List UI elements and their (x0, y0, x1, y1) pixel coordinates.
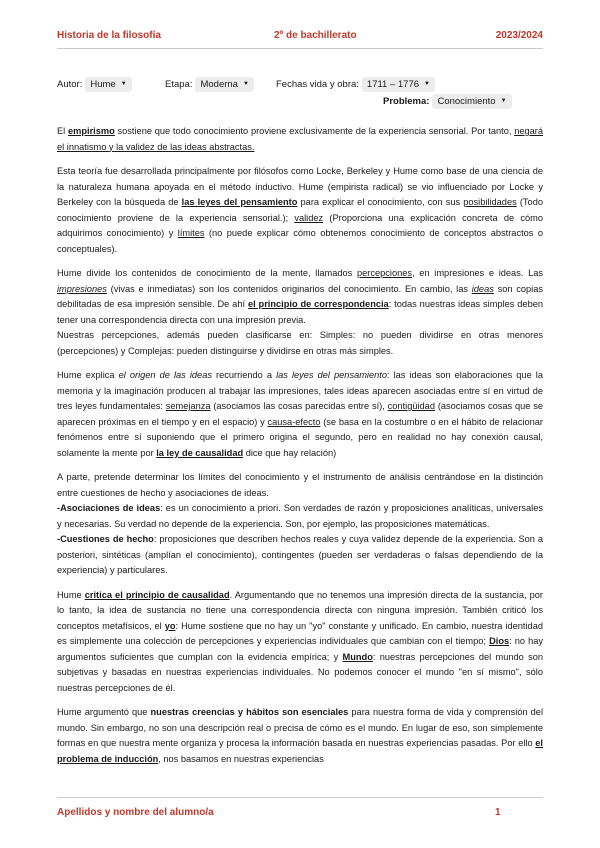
paragraph-origen-ideas: Hume explica el origen de las ideas recurriendo a las leyes del pensamiento: las ideas son elaboraciones que la memoria y la imaginación producen al trabajar las impresiones, tales ideas aparecen asociadas entre sí en virtud de tres leyes fundamentales: semejanza (asociamos las cosas parecidas entre sí), contigüidad (asociamos cosas que se aparecen próximas en el tiempo y en el espacio) y causa-efecto (se basa en la costumbre o en el hábito de relacionar fenómenos entre sí suponiendo que el primero origina el segundo, pero en realidad no hay conexión causal, solamente la mente por la ley de causalidad dice que hay relación) (57, 370, 544, 458)
page-footer (57, 807, 543, 821)
etapa-field (165, 77, 254, 92)
paragraph-creencias: Hume argumentó que nuestras creencias y hábitos son esenciales para nuestra forma de vida y comprensión del mundo. Sin embargo, no son una descripción real o precisa de cómo es el mundo. En lugar de eso, son simplemente formas en que nuestra mente organiza y procesa la información basada en nuestras experiencias pasadas. Por ello el problema de inducción, nos basamos en nuestras experiencias (57, 707, 544, 764)
paragraph-asociaciones: -Asociaciones de ideas: es un conocimiento a priori. Son verdades de razón y proposiciones analíticas, universales y necesarias. Su verdad no depende de la experiencia. Son, por ejemplo, las proposiciones matemáticas. (57, 503, 543, 529)
problema-field (383, 94, 512, 109)
fechas-field (276, 77, 435, 92)
autor-dropdown[interactable] (85, 77, 131, 92)
header-divider (57, 48, 543, 49)
fechas-dropdown[interactable] (362, 77, 435, 92)
paragraph-clasificacion: Nuestras percepciones, además pueden clasificarse en: Simples: no pueden dividirse en otras menores (percepciones) y Complejas: pueden distinguirse y dividirse en otras más simples. (57, 330, 543, 356)
autor-value: Hume (90, 79, 116, 90)
paragraph-cuestiones: -Cuestiones de hecho: proposiciones que describen hechos reales y cuya validez depende de la experiencia. Son a posteriori, sintéticas (amplían el conocimiento), contingentes (pueden ser verdaderas o falsas dependiendo de la experiencia) y particulares. (57, 534, 543, 575)
footer-divider (57, 797, 543, 798)
paragraph-empirismo: El empirismo sostiene que todo conocimiento proviene exclusivamente de la experiencia sensorial. Por tanto, negará el innatismo y la validez de las ideas abstractas. (57, 126, 543, 152)
autor-label: Autor: (57, 79, 83, 90)
fechas-label: Fechas vida y obra: (276, 79, 359, 90)
paragraph-limites: A parte, pretende determinar los límites del conocimiento y el instrumento de análisis centrándose en la distinción entre cuestiones de hecho y asociaciones de ideas. (57, 472, 543, 498)
problema-label: Problema: (383, 96, 430, 107)
chevron-down-icon: ▼ (424, 81, 430, 87)
paragraph-teoria: Esta teoría fue desarrollada principalmente por filósofos como Locke, Berkeley y Hume como base de una ciencia de la naturaleza humana apoyada en el método inductivo. Hume (empirista radical) se vio influenciado por Locke y Berkeley con la búsqueda de las leyes del pensamiento para explicar el conocimiento, con sus posibilidades (Todo conocimiento proviene de la experiencia sensorial.); validez (Proporciona una explicación concreta de cómo adquirimos conocimiento) y límites (no puede explicar cómo obtenemos conocimiento de conceptos abstractos o conceptuales). (57, 166, 543, 254)
chevron-down-icon: ▼ (120, 81, 127, 87)
chevron-down-icon: ▼ (500, 98, 507, 104)
fechas-value: 1711 – 1776 (366, 79, 420, 90)
document-body (57, 124, 543, 767)
paragraph-causalidad: Hume critica el principio de causalidad. Argumentando que no tenemos una impresión directa de la sustancia, por lo tanto, la idea de sustancia no tiene una correspondencia directa con ninguna impresión. También criticó los conceptos metafísicos, el yo: Hume sostiene que no hay un "yo" constante y unificado. En cambio, nuestra identidad es simplemente una colección de percepciones y experiencias individuales que cambian con el tiempo; Dios: no hay argumentos suficientes que cumplan con la evidencia empírica; y Mundo: nuestras percepciones del mundo son subjetivas y basadas en nuestras experiencias individuales. No podemos conocer el mundo "en sí mismo", sólo nuestras percepciones de él. (57, 589, 543, 693)
header-subject: Historia de la filosofía (57, 30, 161, 41)
paragraph-percepciones: Hume divide los contenidos de conocimiento de la mente, llamados percepciones, en impresiones e ideas. Las impresiones (vivas e inmediatas) son los contenidos originarios del conocimiento. En cambio, las ideas son copias debilitadas de esa impresión sensible. De ahí el principio de correspondencia: todas nuestras ideas simples deben tener una correspondencia directa con una impresión previa. (57, 268, 544, 325)
footer-student-name: Apellidos y nombre del alumno/a (57, 807, 214, 818)
etapa-dropdown[interactable] (195, 77, 253, 92)
etapa-label: Etapa: (165, 79, 193, 90)
autor-field (57, 77, 132, 92)
header-course: 2º de bachillerato (274, 30, 357, 41)
chevron-down-icon: ▼ (242, 81, 249, 87)
header-year: 2023/2024 (495, 30, 543, 41)
problema-dropdown[interactable] (432, 94, 511, 109)
problema-value: Conocimiento (437, 96, 496, 107)
page-number: 1 (495, 807, 501, 818)
etapa-value: Moderna (200, 79, 238, 90)
page-header (57, 30, 543, 44)
